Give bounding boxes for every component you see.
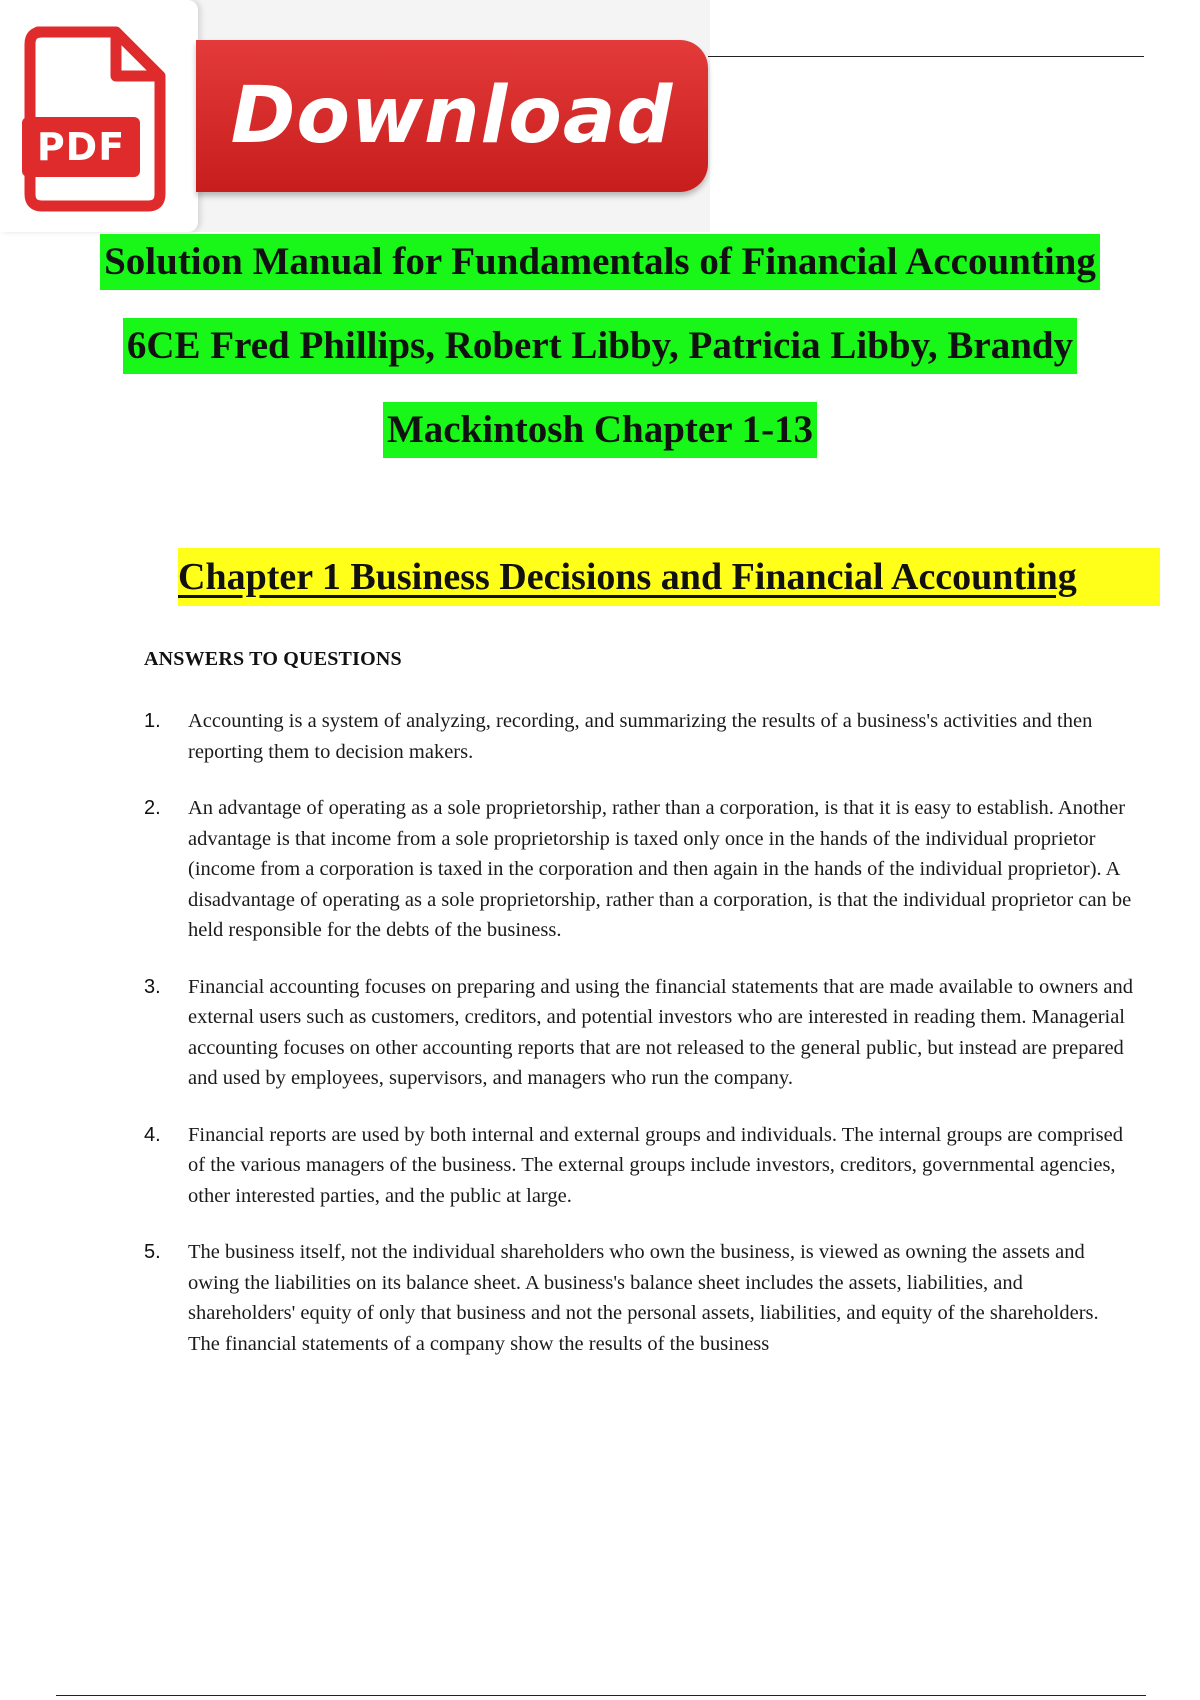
title-line-text: Mackintosh Chapter 1-13: [383, 402, 817, 458]
answer-number: 4.: [144, 1123, 161, 1146]
chapter-heading: Chapter 1 Business Decisions and Financial Accounting: [178, 548, 1160, 606]
title-line: [0, 318, 1200, 402]
answer-number: 5.: [144, 1241, 161, 1263]
pdf-label: PDF: [22, 117, 140, 177]
answer-text: An advantage of operating as a sole proprietorship, rather than a corporation, is that it is easy to establish. Another advantage is that income from a sole proprietorship is taxed only once in the hands of the individual proprietor (income from a corporation is taxed in the corporation and then again in the hands of the individual proprietor). A disadvantage of operating as a sole proprietorship, rather than a corporation, is that the individual proprietor can be held responsible for the debts of the business.: [188, 797, 1132, 941]
title-line: [0, 234, 1200, 318]
answer-text: The business itself, not the individual shareholders who own the business, is viewed as owning the assets and owing the liabilities on its balance sheet. A business's balance sheet includes the assets, liabilities, and shareholders' equity of only that business and not the personal assets, liabilities, and equity of the shareholders. The financial statements of a company show the results of the business: [188, 1241, 1099, 1355]
answer-text: Financial reports are used by both internal and external groups and individuals. The internal groups are comprised of the various managers of the business. The external groups include investors, creditors, governmental agencies, other interested parties, and the public at large.: [188, 1123, 1123, 1207]
answer-item: [144, 1120, 1134, 1212]
title-line-text: 6CE Fred Phillips, Robert Libby, Patricia Libby, Brandy: [123, 318, 1077, 374]
document-title: [0, 234, 1200, 486]
download-banner: [0, 0, 710, 232]
top-rule: [708, 56, 1144, 57]
answer-text: Accounting is a system of analyzing, recording, and summarizing the results of a business's activities and then reporting them to decision makers.: [188, 710, 1093, 763]
answer-number: 2.: [144, 797, 161, 819]
bottom-rule: [56, 1695, 1146, 1696]
answer-number: 1.: [144, 710, 161, 732]
answer-text: Financial accounting focuses on preparing and using the financial statements that are made available to owners and external users such as customers, creditors, and potential investors who are interested in reading them. Managerial accounting focuses on other accounting reports that are not released to the general public, but instead are prepared and used by employees, supervisors, and managers who run the company.: [188, 975, 1133, 1089]
pdf-card: [0, 0, 198, 232]
answer-item: [144, 706, 1134, 767]
answer-item: [144, 1237, 1134, 1359]
download-button[interactable]: Download: [196, 40, 708, 192]
answer-item: [144, 793, 1134, 946]
answer-item: [144, 972, 1134, 1094]
title-line: [0, 402, 1200, 486]
section-label: ANSWERS TO QUESTIONS: [144, 648, 402, 670]
title-line-text: Solution Manual for Fundamentals of Financial Accounting: [100, 234, 1100, 290]
answers-list: [144, 706, 1134, 1385]
answer-number: 3.: [144, 975, 161, 998]
